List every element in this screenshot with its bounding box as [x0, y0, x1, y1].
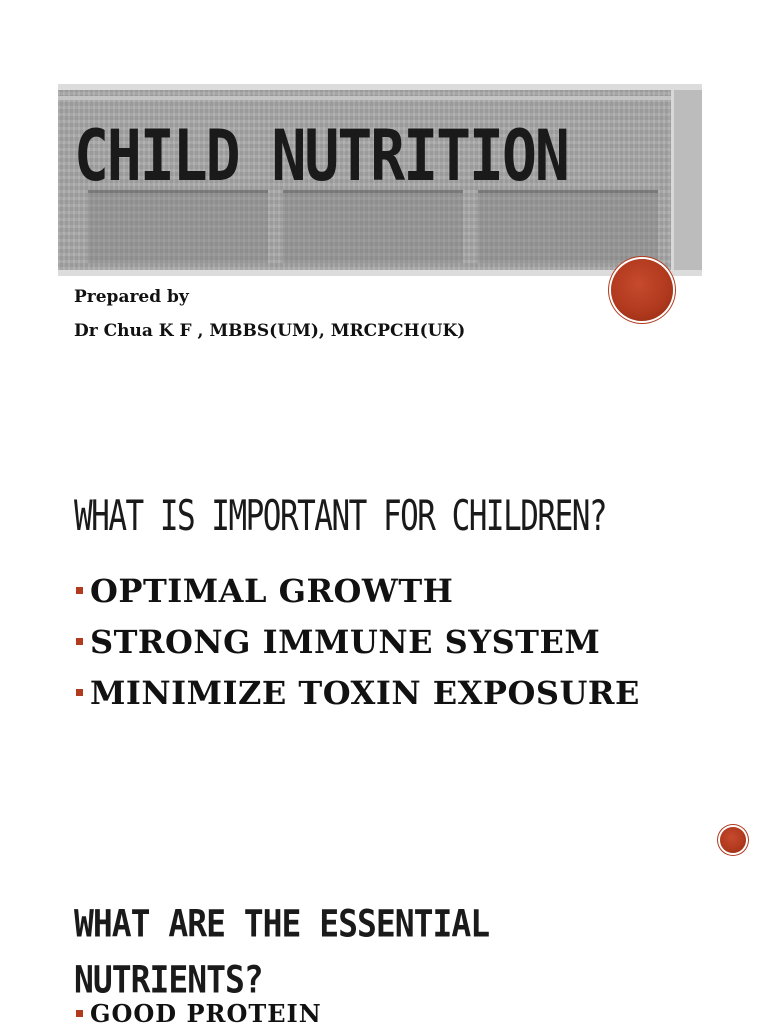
banner-right-strip [671, 90, 702, 270]
red-circle-icon [611, 259, 673, 321]
banner-top-line [58, 96, 702, 100]
square-bullet-icon [76, 638, 83, 645]
slide-title: CHILD NUTRITION [74, 114, 568, 197]
banner-texture-panel [478, 190, 658, 263]
square-bullet-icon [76, 587, 83, 594]
banner-texture-panel [283, 190, 463, 263]
author-name: Dr Chua K F , MBBS(UM), MRCPCH(UK) [74, 321, 466, 341]
list-item-label: MINIMIZE TOXIN EXPOSURE [90, 673, 640, 712]
author-block [74, 280, 465, 348]
section-heading: WHAT ARE THE ESSENTIAL NUTRIENTS? [74, 901, 490, 1002]
bullet-list [76, 565, 640, 718]
square-bullet-icon [76, 689, 83, 696]
list-item-label: GOOD PROTEIN [90, 998, 322, 1028]
section-heading: WHAT IS IMPORTANT FOR CHILDREN? [74, 492, 607, 541]
square-bullet-icon [76, 1010, 83, 1017]
list-item-label: STRONG IMMUNE SYSTEM [90, 622, 601, 661]
list-item-label: OPTIMAL GROWTH [90, 571, 454, 610]
banner-texture-panel [88, 190, 268, 263]
prepared-by-label: Prepared by [74, 287, 189, 307]
title-banner [58, 84, 702, 276]
list-item [76, 616, 640, 667]
list-item [76, 565, 640, 616]
list-item [76, 667, 640, 718]
red-circle-icon [720, 827, 746, 853]
